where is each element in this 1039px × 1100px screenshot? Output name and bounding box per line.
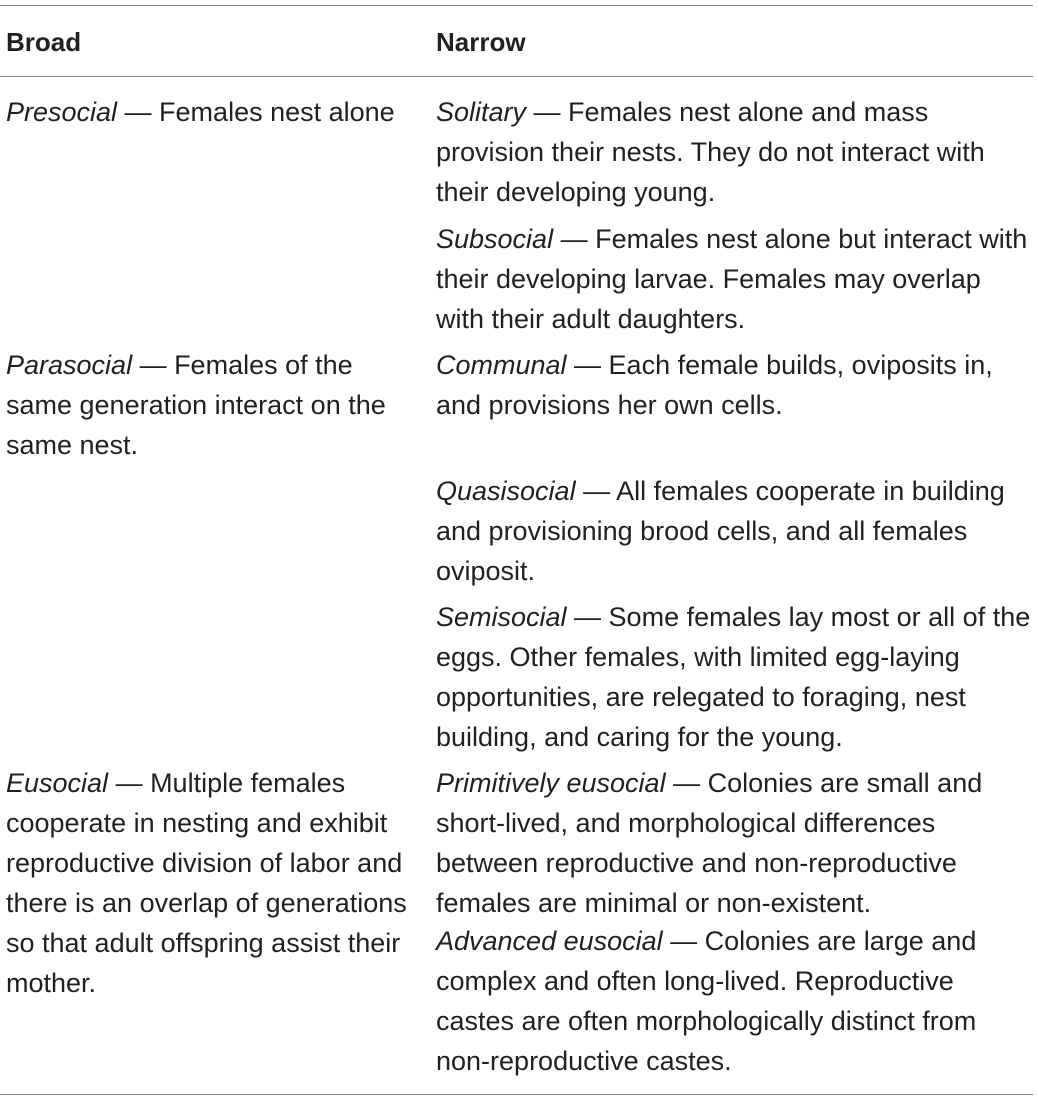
table-top-rule [0,5,1033,6]
desc-semisocial: — Some females lay most or all of the eggs. Other females, with limited egg-laying opportunities, are relegated to foraging, nest building, and caring for the young. [436,602,1031,752]
desc-eusocial: — Multiple females cooperate in nesting and exhibit reproductive division of labor and there is an overlap of generations so that adult offspring assist their mother. [6,768,407,998]
broad-cell-presocial [6,92,416,132]
term-semisocial: Semisocial [436,602,567,632]
narrow-cell-semisocial [436,597,1033,757]
narrow-cell-solitary [436,92,1033,212]
broad-cell-eusocial [6,763,416,1003]
term-parasocial: Parasocial [6,350,133,380]
desc-solitary: — Females nest alone and mass provision their nests. They do not interact with their developing young. [436,97,985,207]
narrow-cell-subsocial [436,219,1033,339]
header-broad: Broad [6,27,82,57]
term-quasisocial: Quasisocial [436,476,576,506]
narrow-cell-quasisocial [436,471,1033,591]
term-communal: Communal [436,350,567,380]
desc-parasocial: — Females of the same generation interact on the same nest. [6,350,386,460]
table-header-rule [0,76,1033,77]
desc-presocial: — Females nest alone [117,97,395,127]
term-advanced-eusocial: Advanced eusocial [436,926,663,956]
desc-quasisocial: — All females cooperate in building and provisioning brood cells, and all females oviposit. [436,476,1005,586]
desc-subsocial: — Females nest alone but interact with their developing larvae. Females may overlap with their adult daughters. [436,224,1028,334]
header-narrow: Narrow [436,27,526,57]
desc-advanced-eusocial: — Colonies are large and complex and often long-lived. Reproductive castes are often morphologically distinct from non-reproductive castes. [436,926,977,1076]
term-presocial: Presocial [6,97,118,127]
term-primitively-eusocial: Primitively eusocial [436,768,666,798]
narrow-cell-primitively-eusocial [436,763,1033,923]
desc-primitively-eusocial: — Colonies are small and short-lived, and morphological differences between reproductive and non-reproductive females are minimal or non-existent. [436,768,983,918]
term-solitary: Solitary [436,97,527,127]
term-subsocial: Subsocial [436,224,554,254]
narrow-cell-communal [436,345,1033,425]
broad-cell-parasocial [6,345,416,465]
term-eusocial: Eusocial [6,768,109,798]
narrow-cell-advanced-eusocial [436,921,1033,1081]
desc-communal: — Each female builds, oviposits in, and provisions her own cells. [436,350,993,420]
table-bottom-rule [0,1094,1033,1095]
